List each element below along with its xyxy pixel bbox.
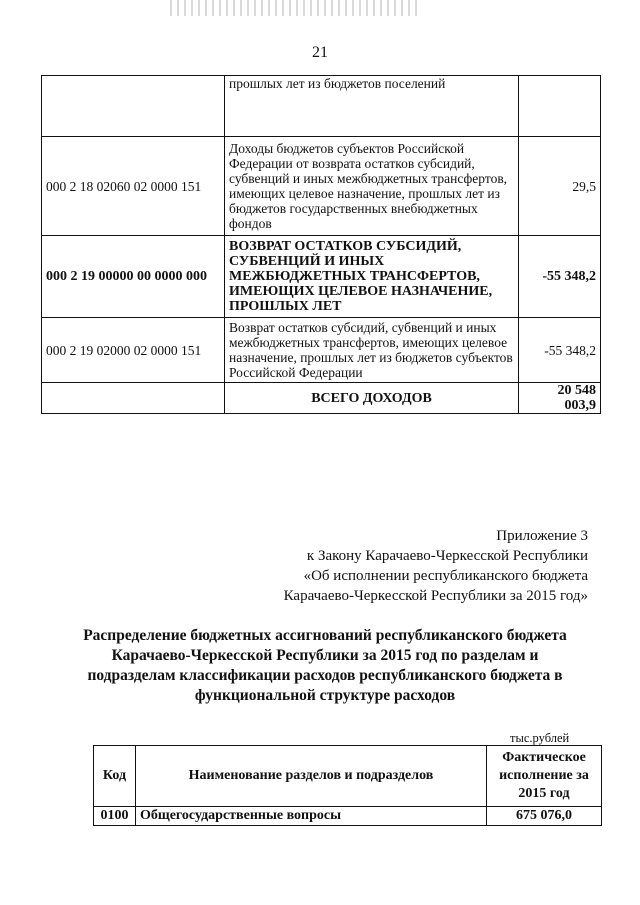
table-header-row [94,746,602,807]
row-value: 675 076,0 [487,807,602,826]
total-row [42,383,601,414]
row-name: ВОЗВРАТ ОСТАТКОВ СУБСИДИЙ, СУБВЕНЦИЙ И ИНЫХ МЕЖБЮДЖЕТНЫХ ТРАНСФЕРТОВ, ИМЕЮЩИХ ЦЕЛЕВОЕ НАЗНАЧЕНИЕ, ПРОШЛЫХ ЛЕТ [225,236,519,318]
row-code [42,76,225,137]
row-value: -55 348,2 [519,236,601,318]
row-name: прошлых лет из бюджетов поселений [225,76,519,137]
row-code: 000 2 18 02060 02 0000 151 [42,137,225,236]
table-row [94,807,602,826]
total-label: ВСЕГО ДОХОДОВ [225,383,519,414]
row-name: Доходы бюджетов субъектов Российской Федерации от возврата остатков субсидий, субвенций и иных межбюджетных трансфертов, имеющих целевое назначение, прошлых лет из бюджетов государственных внебюджетных фондов [225,137,519,236]
row-value: -55 348,2 [519,318,601,383]
row-value [519,76,601,137]
row-value: 29,5 [519,137,601,236]
units-label: тыс.рублей [510,731,570,745]
table-row [42,137,601,236]
table-row [42,318,601,383]
total-code-cell [42,383,225,414]
row-code: 0100 [94,807,136,826]
header-name: Наименование разделов и подразделов [136,746,487,807]
section-heading [60,626,590,706]
header-code: Код [94,746,136,807]
total-value: 20 548 003,9 [519,383,601,414]
row-code: 000 2 19 00000 00 0000 000 [42,236,225,318]
scan-artifact [170,0,420,16]
heading-line: функциональной структуре расходов [194,687,456,704]
appendix-line: к Закону Карачаево-Черкесской Республики [306,548,588,564]
row-code: 000 2 19 02000 02 0000 151 [42,318,225,383]
appendix-line: Приложение 3 [496,528,588,544]
appendix-line: Карачаево-Черкесской Республики за 2015 год» [283,588,588,604]
appendix-line: «Об исполнении республиканского бюджета [303,568,588,584]
heading-line: подразделам классификации расходов республиканского бюджета в [87,667,563,684]
table-row [42,76,601,137]
table-row [42,236,601,318]
header-value: Фактическое исполнение за 2015 год [487,746,602,807]
heading-line: Распределение бюджетных ассигнований республиканского бюджета [83,627,567,644]
income-table [41,75,601,414]
heading-line: Карачаево-Черкесской Республики за 2015 год по разделам и [111,647,539,664]
function-table [93,745,602,826]
appendix-block [284,526,588,606]
page-number: 21 [312,44,328,61]
row-name: Возврат остатков субсидий, субвенций и иных межбюджетных трансфертов, имеющих целевое назначение, прошлых лет из бюджетов субъектов Российской Федерации [225,318,519,383]
row-name: Общегосударственные вопросы [136,807,487,826]
